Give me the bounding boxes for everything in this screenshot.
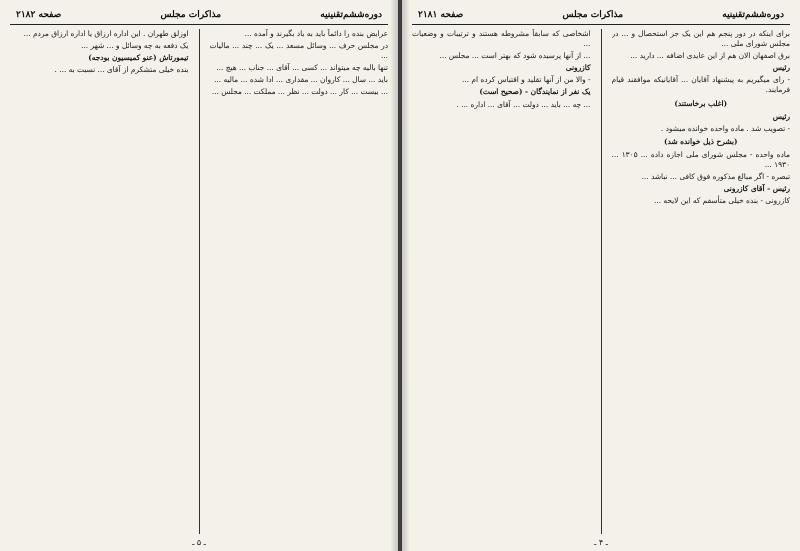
paragraph: - تصویب شد . ماده واحده خوانده میشود . [660,123,790,133]
left-gutter-shadow [390,0,398,551]
paragraph: تنها بالیه چه میتواند ... کسی ... آقای ... جناب ... هیچ ... [216,63,388,73]
right-header-rule [412,24,790,25]
left-header-title: مذاکرات مجلس [160,10,222,20]
right-page-header [412,8,790,22]
paragraph: کازرونی - بنده خیلی متأسفم که این لایحه ... [654,196,790,206]
stage-direction: (اغلب برخاستند) [674,98,728,108]
paragraph: ... چه ... باید ... دولت ... آقای ... اداره ... . [456,99,591,109]
speaker-line: کازرونی [565,63,591,73]
paragraph: اوزلق طهران . این اداره ارزاق یا اداره ارزاق مردم ... [23,29,189,38]
paragraph: - والا من از آنها تقلید و اقتباس کرده ام ... [462,75,591,85]
right-page [402,0,800,551]
right-page-right-column [612,29,791,534]
paragraph: برای اینکه در دور پنجم هم این یک جز استحصال و ... در مجلس شورای ملی ... [611,29,790,49]
right-header-page-label: صفحه ۲۱۸۱ [418,10,464,20]
speaker-line: رئیس - آقای کازرونی [723,184,790,194]
left-page-column-divider [199,29,200,534]
left-page-header [10,8,388,22]
stage-direction: (بشرح ذیل خوانده شد) [664,136,738,146]
paragraph: ... بیست ... کار ... دولت ... نظر ... مملکت ... مجلس ... [211,87,388,97]
paragraph: اشخاصی که سابقاً مشروطه هستند و ترتیبات و وضعیات ... [412,29,591,49]
paragraph: عرایض بنده را دائماً باید به یاد بگیرند و آمده ... [244,29,388,38]
paragraph: ماده واحده - مجلس شورای ملی اجازه داده ... ۱۳۰۵ ... ۱۹۳۰ ... [611,149,790,170]
left-header-page-label: صفحه ۲۱۸۲ [16,10,62,20]
left-page-number: ـ ۵ ـ [191,538,207,547]
paragraph: باید ... سال ... کاروان ... مقداری ... ادا شده ... مالیه ... [214,75,388,85]
speaker-line: رئیس [772,63,790,73]
right-page-column-divider [601,29,602,534]
right-gutter-shadow [402,0,410,551]
left-header-rule [10,24,388,25]
left-page [0,0,398,551]
left-header-period: دوره‌ششم‌تقنینیه [320,10,382,20]
speaker-line: رئیس [772,111,790,121]
paragraph: یک دفعه به چه وسائل و ... شهر ... [81,41,189,51]
paragraph: برق اصفهان الان هم از این عایدی اضافه ... دارید ... [630,51,790,61]
speaker-line: تیمورتاش (عنو کمیسیون بودجه) [88,53,189,63]
speaker-line: یک نفر از نمایندگان - (صحیح است) [479,87,591,97]
left-page-right-column [210,29,389,534]
left-page-columns [10,29,388,534]
paragraph: بنده خیلی متشکرم از آقای ... نسبت به ... . [54,65,189,75]
right-header-period: دوره‌ششم‌تقنینیه [722,10,784,20]
left-page-left-column [10,29,189,534]
paragraph: ... از آنها پرسیده شود که بهتر است ... مجلس ... [439,51,591,61]
right-header-title: مذاکرات مجلس [562,10,624,20]
paragraph: در مجلس حرف ... وسائل مسعد ... یک ... چند ... مالیات ... [209,41,388,61]
paragraph: - رای میگیریم به پیشنهاد آقایان ... آقایانیکه موافقند قیام فرمایند. [611,75,790,95]
right-page-columns [412,29,790,534]
paragraph: تبصره - اگر مبالغ مذکوره فوق کافی ... نباشد ... [641,172,790,182]
right-page-number: ـ ۴ ـ [593,538,609,547]
right-page-left-column [412,29,591,534]
